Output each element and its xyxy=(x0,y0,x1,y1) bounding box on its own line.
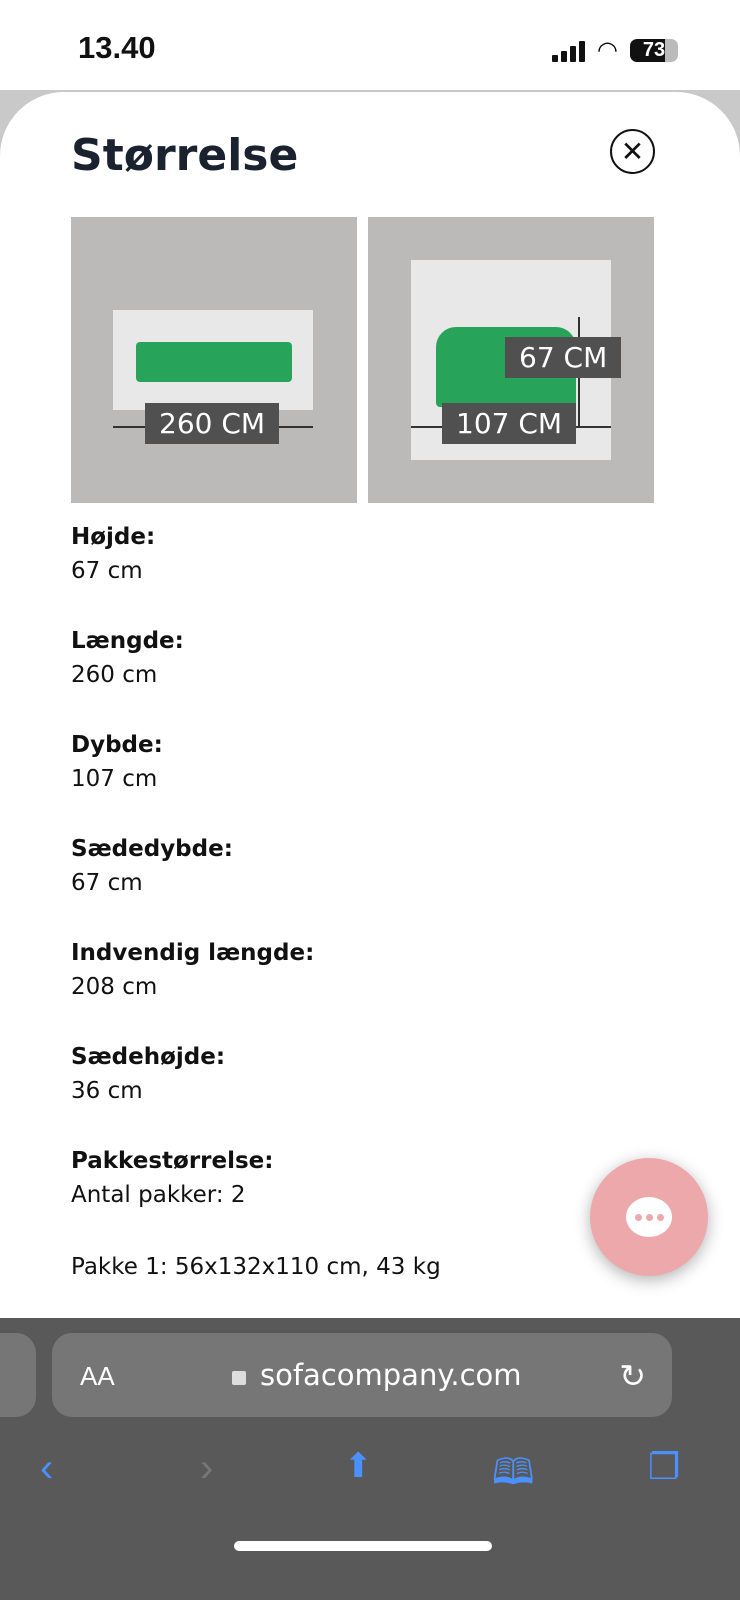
size-modal xyxy=(0,92,740,1318)
home-indicator xyxy=(234,1541,492,1551)
spec-item xyxy=(71,940,441,1044)
reload-icon[interactable]: ↻ xyxy=(619,1358,646,1394)
url-text: sofacompany.com xyxy=(260,1358,522,1392)
chat-button[interactable] xyxy=(590,1158,708,1276)
spec-value: Antal pakker: 2 xyxy=(71,1182,246,1208)
share-icon[interactable]: ⬆ xyxy=(344,1447,373,1485)
lock-icon xyxy=(232,1371,246,1385)
spec-item xyxy=(71,1044,441,1148)
spec-label: Længde: xyxy=(71,628,184,654)
spec-label: Sædedybde: xyxy=(71,836,233,862)
previous-tab[interactable] xyxy=(0,1333,36,1417)
spec-value: 67 cm xyxy=(71,558,143,584)
spec-value: 260 cm xyxy=(71,662,158,688)
width-label: 260 CM xyxy=(145,403,279,444)
back-icon[interactable]: ‹ xyxy=(40,1446,54,1490)
spec-item xyxy=(71,836,441,940)
spec-label: Sædehøjde: xyxy=(71,1044,226,1070)
chat-bubble-icon xyxy=(626,1197,672,1237)
spec-list xyxy=(71,524,441,1318)
spec-label: Dybde: xyxy=(71,732,163,758)
browser-toolbar xyxy=(0,1318,740,1600)
spec-item xyxy=(71,732,441,836)
spec-value: 67 cm xyxy=(71,870,143,896)
wifi-icon: ◠ xyxy=(597,37,618,64)
close-icon[interactable]: ✕ xyxy=(610,129,655,174)
signal-icon xyxy=(552,40,585,62)
front-dimension-image xyxy=(71,217,357,503)
spec-label: Højde: xyxy=(71,524,156,550)
spec-label: Pakkestørrelse: xyxy=(71,1148,274,1174)
spec-item xyxy=(71,524,441,628)
side-dimension-image xyxy=(368,217,654,503)
spec-value: 107 cm xyxy=(71,766,158,792)
tabs-icon[interactable]: ❐ xyxy=(648,1446,681,1487)
bookmarks-icon[interactable]: 🕮 xyxy=(492,1451,535,1492)
spec-label: Indvendig længde: xyxy=(71,940,315,966)
battery-icon: 73 xyxy=(630,39,678,62)
address-bar[interactable] xyxy=(52,1333,672,1417)
forward-icon[interactable]: › xyxy=(200,1446,214,1490)
sofa-front-image xyxy=(136,342,292,382)
spec-value: 36 cm xyxy=(71,1078,143,1104)
spec-item xyxy=(71,628,441,732)
spec-item xyxy=(71,1148,441,1252)
package-line: Pakke 1: 56x132x110 cm, 43 kg xyxy=(71,1254,441,1280)
modal-title: Størrelse xyxy=(71,130,299,181)
clock: 13.40 xyxy=(78,30,156,65)
height-label: 67 CM xyxy=(505,337,621,378)
status-bar xyxy=(0,0,740,90)
reader-settings-button[interactable]: AA xyxy=(80,1361,115,1391)
spec-value: 208 cm xyxy=(71,974,158,1000)
depth-label: 107 CM xyxy=(442,403,576,444)
